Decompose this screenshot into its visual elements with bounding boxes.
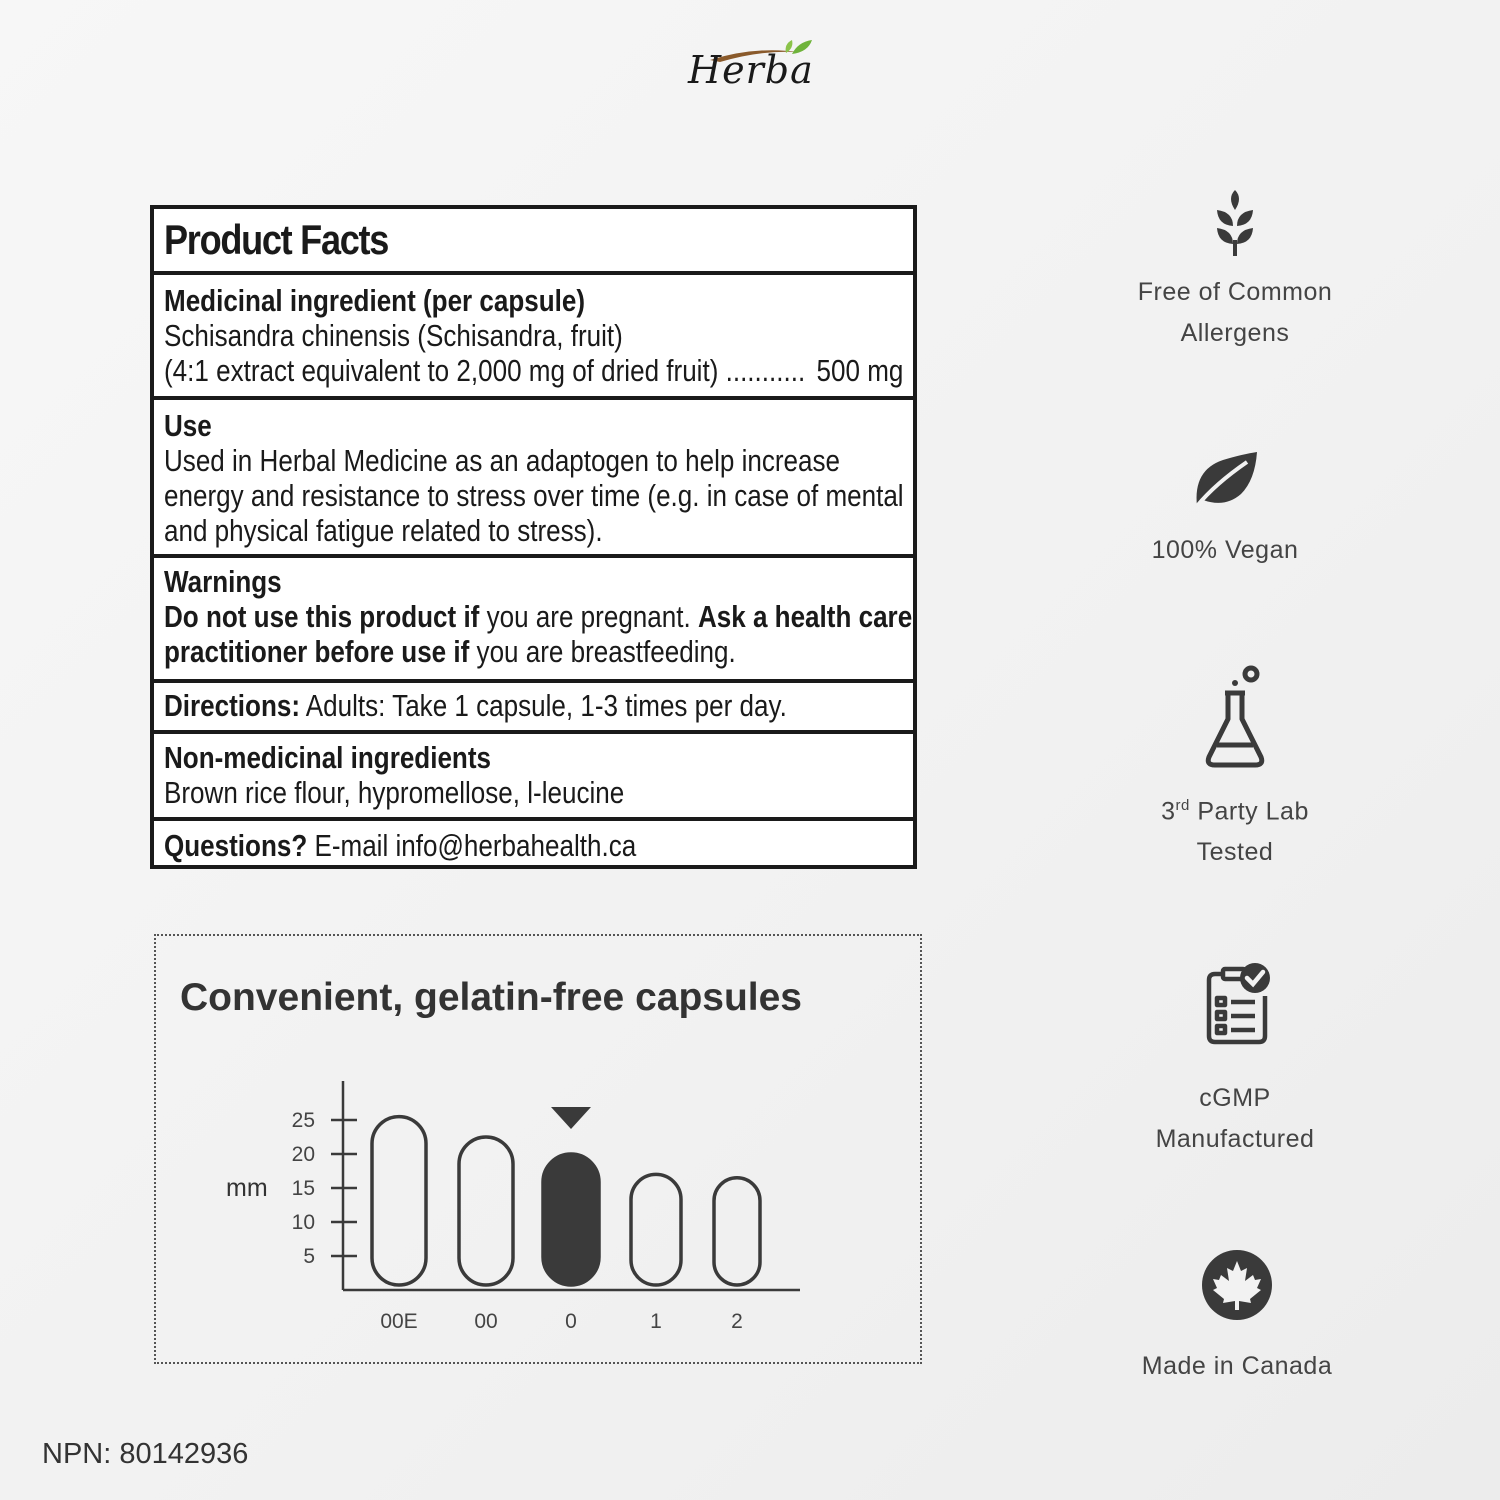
badge-allergen-line-1: Free of Common (1137, 278, 1333, 306)
badge-cgmp-line-1: cGMP (1199, 1084, 1271, 1112)
badge-vegan-line-1: 100% Vegan (1151, 536, 1299, 564)
badge-lab-sup: rd (1175, 797, 1190, 814)
x-tick-label-2: 2 (731, 1310, 743, 1333)
flask-icon (1195, 665, 1275, 775)
use-line-1: Used in Herbal Medicine as an adaptogen to help increase (164, 443, 841, 478)
capsule-2 (714, 1178, 760, 1285)
x-tick-label-1: 1 (650, 1310, 662, 1333)
use-line-2: energy and resistance to stress over time (e.g. in case of mental (164, 478, 904, 513)
wheat-icon (1205, 188, 1265, 260)
badge-allergen-line-2: Allergens (1180, 319, 1290, 347)
warn-text-2: you are breastfeeding. (469, 634, 736, 669)
x-tick-label-0: 0 (565, 1310, 577, 1333)
npn-number: NPN: 80142936 (42, 1438, 249, 1470)
y-tick-label: 5 (303, 1245, 315, 1268)
badge-cgmp (1085, 960, 1385, 1160)
warn-text-1: you are pregnant. (479, 599, 698, 634)
nonmedicinal-section (154, 734, 913, 821)
badge-lab-line-2: Tested (1196, 838, 1274, 867)
badge-lab-tested (1085, 665, 1385, 873)
directions-section (154, 683, 913, 734)
badge-cgmp-line-2: Manufactured (1155, 1125, 1315, 1153)
warnings-line-1 (164, 599, 913, 634)
directions-text: Adults: Take 1 capsule, 1-3 times per day. (300, 688, 787, 723)
y-axis-unit: mm (226, 1174, 268, 1202)
nonmedicinal-text: Brown rice flour, hypromellose, l-leucine (164, 775, 625, 810)
badge-lab-line-1 (1085, 785, 1385, 832)
directions-line (164, 688, 793, 723)
brand-name: Herba (688, 48, 814, 92)
directions-heading: Directions: (164, 688, 301, 723)
warn-bold-1: Do not use this product if (164, 599, 480, 634)
y-tick-label: 20 (291, 1143, 315, 1166)
capsule-size-chart (156, 936, 924, 1366)
badge-made-in-canada (1087, 1248, 1387, 1387)
medicinal-amount: 500 mg (816, 353, 903, 388)
medicinal-section (154, 275, 913, 400)
y-tick-label: 25 (291, 1109, 315, 1132)
warnings-heading: Warnings (164, 564, 282, 599)
use-section (154, 400, 913, 558)
y-tick-label: 15 (291, 1177, 315, 1200)
y-tick-label: 10 (291, 1211, 315, 1234)
capsule-0 (543, 1154, 599, 1285)
maple-leaf-icon (1200, 1248, 1274, 1322)
facts-title-section (154, 209, 913, 275)
use-line-3: and physical fatigue related to stress). (164, 513, 603, 548)
selected-size-marker-icon (551, 1107, 591, 1129)
leaf-icon (1185, 450, 1265, 510)
questions-section (154, 821, 913, 869)
x-tick-label-00: 00 (474, 1310, 498, 1333)
warn-bold-3: practitioner before use if (164, 634, 470, 669)
badge-canada-line-1: Made in Canada (1141, 1352, 1333, 1380)
badge-vegan (1075, 450, 1375, 571)
medicinal-line-1: Schisandra chinensis (Schisandra, fruit) (164, 318, 623, 353)
capsules-title: Convenient, gelatin-free capsules (180, 976, 803, 1019)
product-facts-panel (150, 205, 917, 869)
questions-email: E-mail info@herbahealth.ca (307, 828, 637, 863)
badge-lab-pre: 3 (1161, 797, 1176, 826)
brand-logo (680, 38, 820, 98)
x-tick-label-00E: 00E (380, 1310, 418, 1333)
medicinal-dose-row (164, 353, 913, 388)
use-heading: Use (164, 408, 212, 443)
warnings-line-2 (164, 634, 793, 669)
capsule-00 (459, 1137, 513, 1285)
checklist-icon (1195, 960, 1275, 1050)
warn-bold-2: Ask a health care (697, 599, 913, 634)
capsule-00E (372, 1117, 426, 1285)
capsule-size-chart-box (154, 934, 922, 1364)
badge-allergen-free (1085, 188, 1385, 354)
medicinal-heading: Medicinal ingredient (per capsule) (164, 283, 586, 318)
medicinal-line-2: (4:1 extract equivalent to 2,000 mg of dried fruit) ........... (164, 353, 806, 388)
badge-lab-post: Party Lab (1189, 797, 1309, 826)
questions-heading: Questions? (164, 828, 308, 863)
questions-line (164, 828, 793, 863)
nonmedicinal-heading: Non-medicinal ingredients (164, 740, 491, 775)
warnings-section (154, 558, 913, 683)
facts-title: Product Facts (164, 216, 389, 263)
capsule-1 (631, 1174, 681, 1285)
